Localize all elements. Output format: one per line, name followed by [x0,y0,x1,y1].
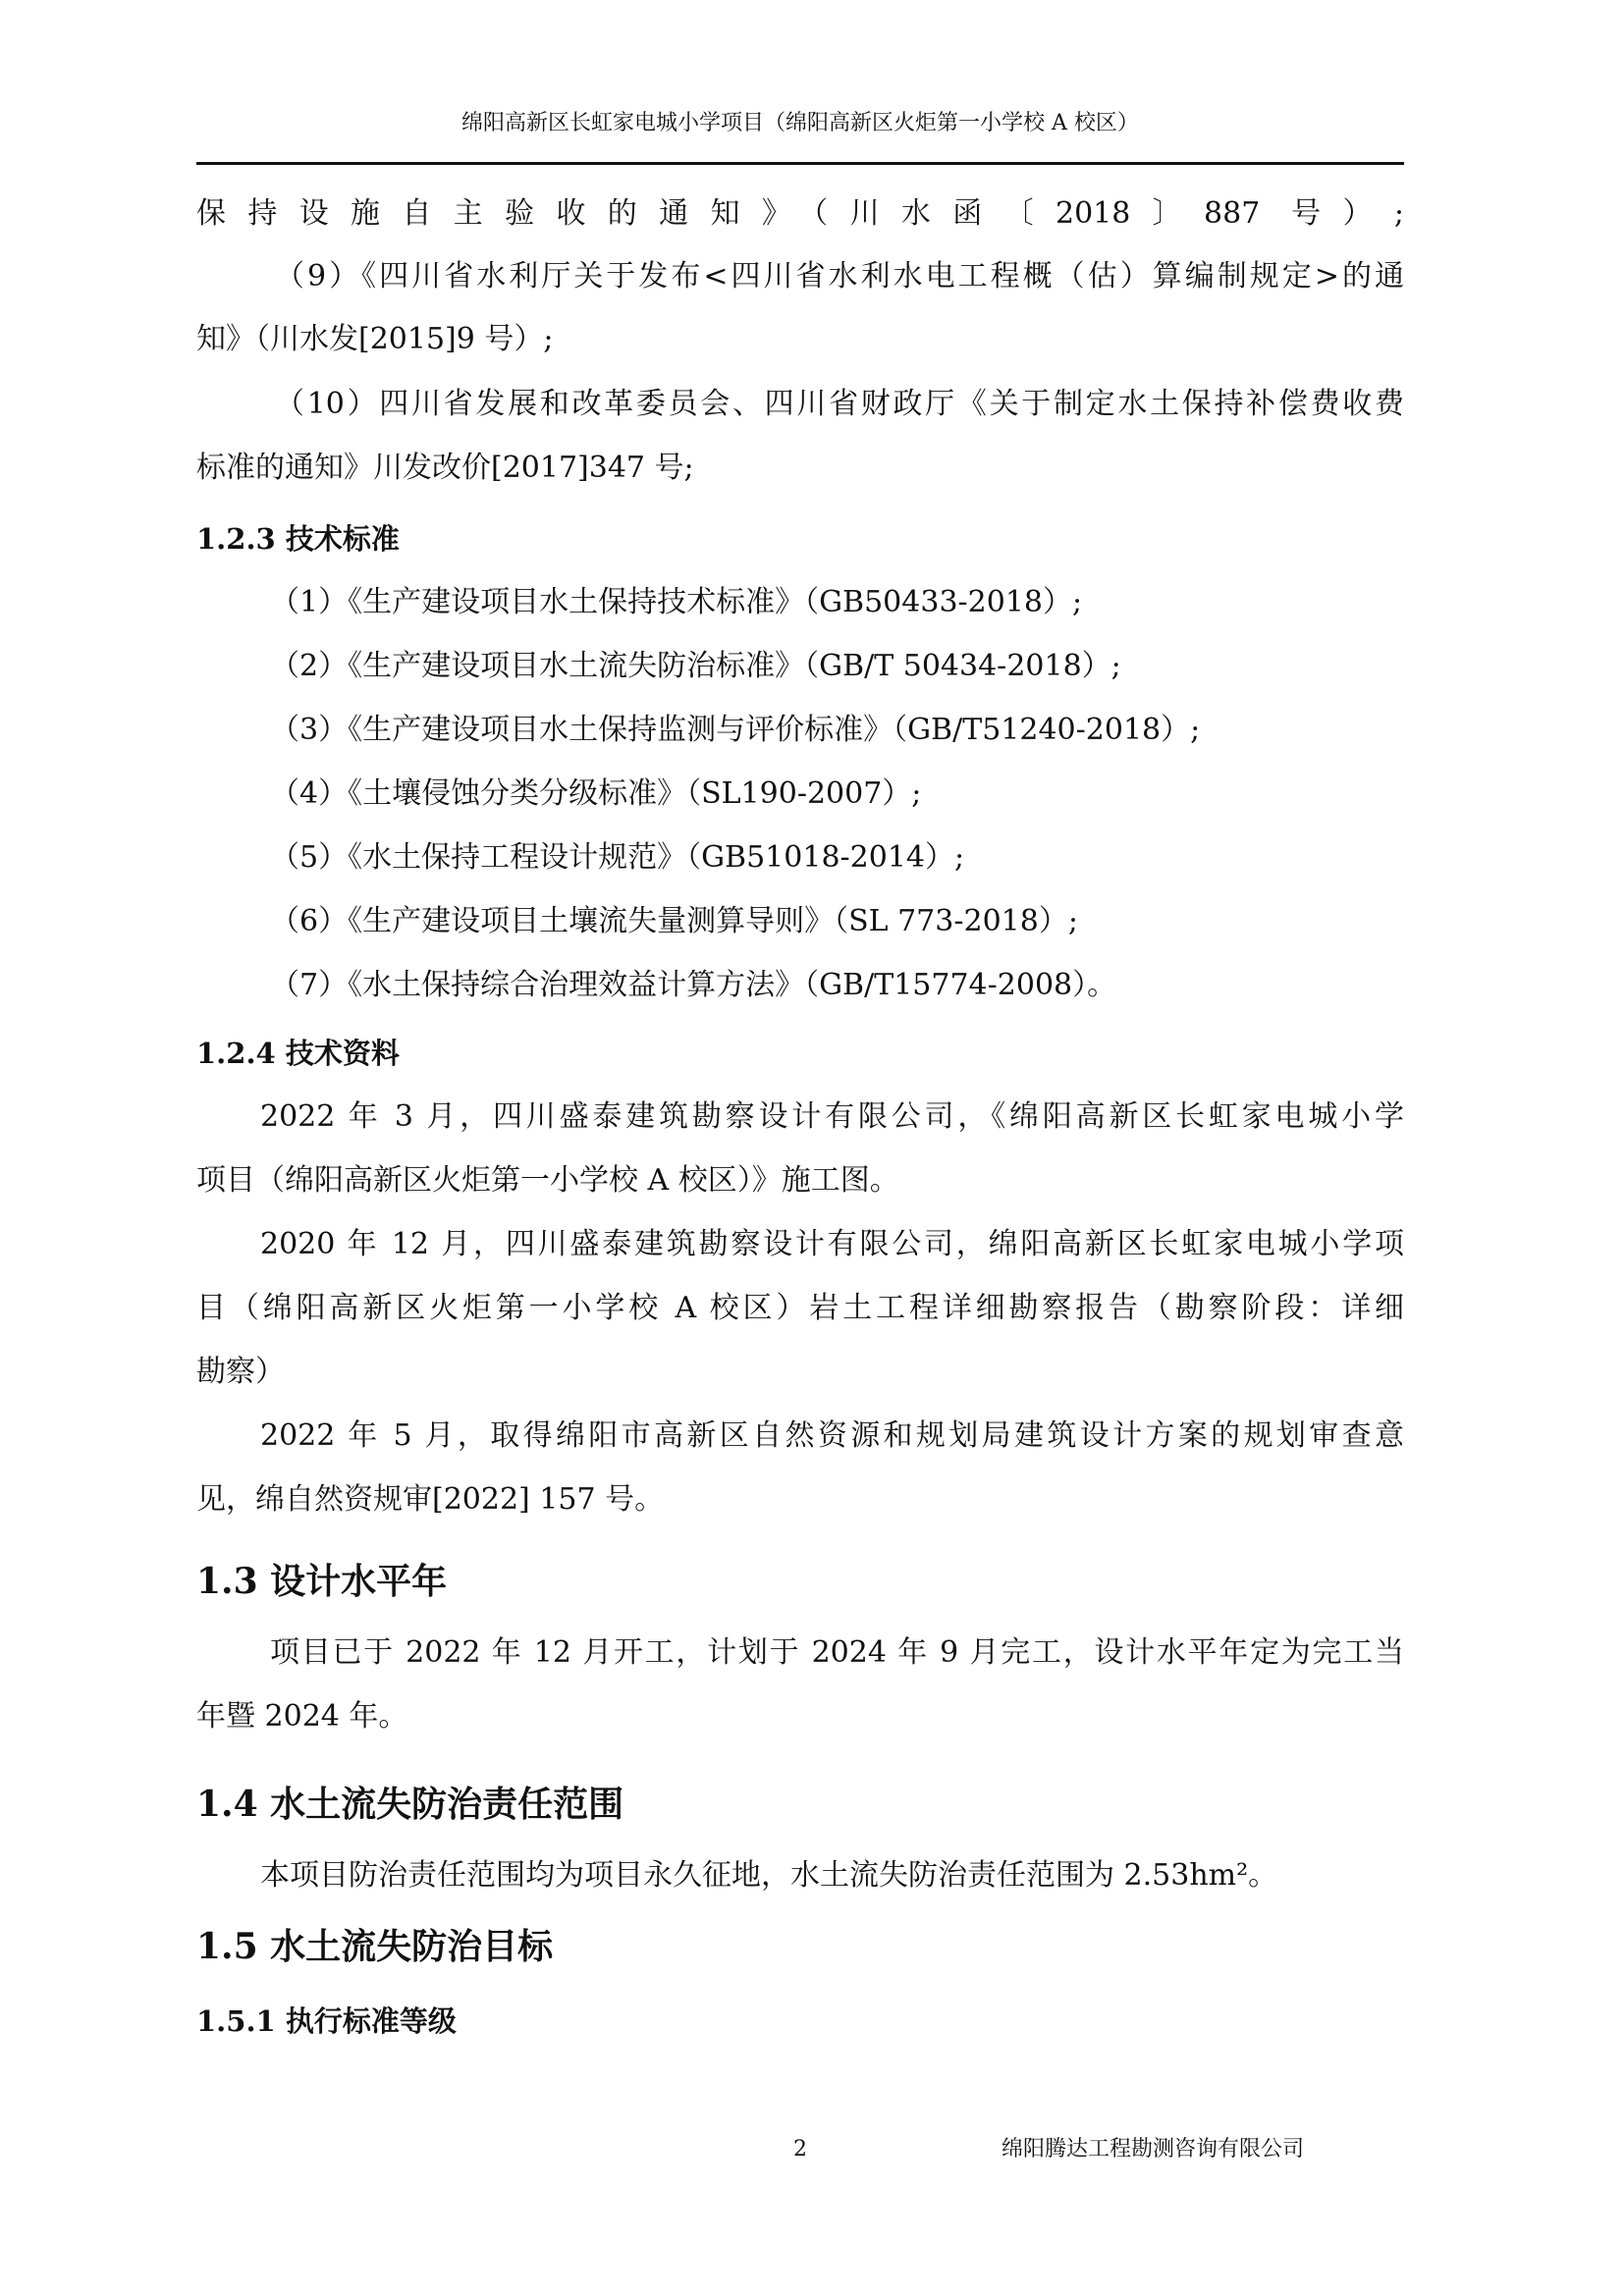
section-heading-1-5-1: 1.5.1 执行标准等级 [196,2004,457,2038]
section-heading-1-2-4: 1.2.4 技术资料 [196,1037,400,1070]
section-heading-1-2-3: 1.2.3 技术标准 [196,522,400,556]
text-line: （9）《四川省水利厅关于发布<四川省水利水电工程概（估）算编制规定>的通 [275,259,1404,294]
paragraph-line: 2022 年 3 月，四川盛泰建筑勘察设计有限公司，《绵阳高新区长虹家电城小学 [260,1099,1404,1134]
section-heading-1-4: 1.4 水土流失防治责任范围 [196,1784,624,1825]
standard-item: （7）《水土保持综合治理效益计算方法》（GB/T15774-2008）。 [270,968,1117,1002]
paragraph-line: 2020 年 12 月，四川盛泰建筑勘察设计有限公司，绵阳高新区长虹家电城小学项 [260,1227,1404,1261]
text-line: 保持设施自主验收的通知》（川水函〔2018〕887 号）; [196,196,1404,231]
paragraph-line: 见，绵自然资规审[2022] 157 号。 [196,1482,665,1517]
standard-item: （5）《水土保持工程设计规范》（GB51018-2014）; [270,840,965,875]
section-heading-1-5: 1.5 水土流失防治目标 [196,1926,554,1967]
header-divider [196,162,1404,165]
standard-item: （3）《生产建设项目水土保持监测与评价标准》（GB/T51240-2018）; [270,713,1201,747]
paragraph-line: 项目已于 2022 年 12 月开工，计划于 2024 年 9 月完工，设计水平年定为完工当 [270,1635,1404,1670]
paragraph-line: 勘察） [196,1355,285,1389]
page-number: 2 [793,2137,807,2162]
section-heading-1-3: 1.3 设计水平年 [196,1561,448,1602]
text-line: 知》（川水发[2015]9 号）; [196,322,554,356]
paragraph-line: 2022 年 5 月，取得绵阳市高新区自然资源和规划局建筑设计方案的规划审查意 [260,1418,1404,1453]
paragraph-line: 目（绵阳高新区火炬第一小学校 A 校区）岩土工程详细勘察报告（勘察阶段：详细 [196,1291,1404,1325]
paragraph-line: 项目（绵阳高新区火炬第一小学校 A 校区）》施工图。 [196,1163,899,1198]
paragraph-line: 本项目防治责任范围均为项目永久征地，水土流失防治责任范围为 2.53hm²。 [260,1858,1278,1893]
standard-item: （1）《生产建设项目水土保持技术标准》（GB50433-2018）; [270,585,1083,619]
standard-item: （2）《生产建设项目水土流失防治标准》（GB/T 50434-2018）; [270,649,1121,683]
standard-item: （4）《土壤侵蚀分类分级标准》（SL190-2007）; [270,776,922,811]
footer-company-name: 绵阳腾达工程勘测咨询有限公司 [1001,2137,1305,2162]
running-header: 绵阳高新区长虹家电城小学项目（绵阳高新区火炬第一小学校 A 校区） [461,111,1139,135]
text-line: 标准的通知》川发改价[2017]347 号; [196,451,694,485]
paragraph-line: 年暨 2024 年。 [196,1699,408,1734]
standard-item: （6）《生产建设项目土壤流失量测算导则》（SL 773-2018）; [270,904,1078,938]
text-line: （10）四川省发展和改革委员会、四川省财政厅《关于制定水土保持补偿费收费 [275,387,1404,421]
